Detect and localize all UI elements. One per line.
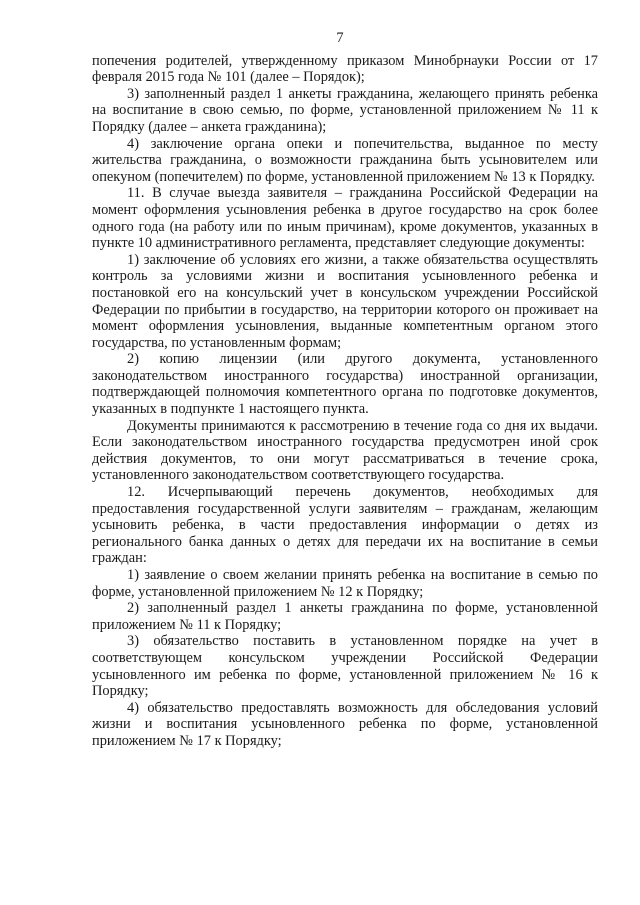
clause-11-item-1: 1) заключение об условиях его жизни, а также обязательства осуществлять контроль за условиями жизни и воспитания усыновленного ребенка и постановкой его на консульский учет в консульском учреждении Российской Федерации по прибытии в государство, на территории которого он проживает на момент оформления усыновления, выданные компетентным органом этого государства, по установленным формам; — [92, 251, 598, 351]
paragraph-continuation: попечения родителей, утвержденному приказом Минобрнауки России от 17 февраля 2015 года № 101 (далее – Порядок); — [92, 52, 598, 86]
clause-11-item-2: 2) копию лицензии (или другого документа, установленного законодательством иностранного государства) иностранной организации, подтверждающей полномочия компетентного органа по подготовке документов, указанных в подпункте 1 настоящего пункта. — [92, 351, 598, 418]
documents-validity-paragraph: Документы принимаются к рассмотрению в течение года со дня их выдачи. Если законодательством иностранного государства предусмотрен иной срок действия документов, то они могут рассматриваться в течение срока, установленного законодательством соответствующего государства. — [92, 417, 598, 484]
clause-12: 12. Исчерпывающий перечень документов, необходимых для предоставления государственной услуги заявителям – гражданам, желающим усыновить ребенка, в части предоставления информации о детях из регионального банка данных о детях для передачи их на воспитание в семьи граждан: — [92, 484, 598, 567]
clause-12-item-1: 1) заявление о своем желании принять ребенка на воспитание в семью по форме, установленной приложением № 12 к Порядку; — [92, 567, 598, 600]
list-item-3-application-form: 3) заполненный раздел 1 анкеты гражданина, желающего принять ребенка на воспитание в свою семью, по форме, установленной приложением № 11 к Порядку (далее – анкета гражданина); — [92, 85, 598, 135]
clause-11: 11. В случае выезда заявителя – гражданина Российской Федерации на момент оформления усыновления ребенка в другое государство на срок более одного года (на работу или по иным причинам), кроме документов, указанных в пункте 10 административного регламента, представляет следующие документы: — [92, 185, 598, 252]
clause-12-item-2: 2) заполненный раздел 1 анкеты гражданина по форме, установленной приложением № 11 к Порядку; — [92, 600, 598, 633]
page-number: 7 — [336, 30, 344, 46]
clause-12-item-3: 3) обязательство поставить в установленном порядке на учет в соответствующем консульском учреждении Российской Федерации усыновленного им ребенка по форме, установленной приложением № 16 к Порядку; — [92, 633, 598, 700]
list-item-4-guardianship-conclusion: 4) заключение органа опеки и попечительства, выданное по месту жительства гражданина, о возможности гражданина быть усыновителем или опекуном (попечителем) по форме, установленной приложением № 13 к Порядку. — [92, 135, 598, 185]
clause-12-item-4: 4) обязательство предоставлять возможность для обследования условий жизни и воспитания усыновленного ребенка по форме, установленной приложением № 17 к Порядку; — [92, 699, 598, 749]
